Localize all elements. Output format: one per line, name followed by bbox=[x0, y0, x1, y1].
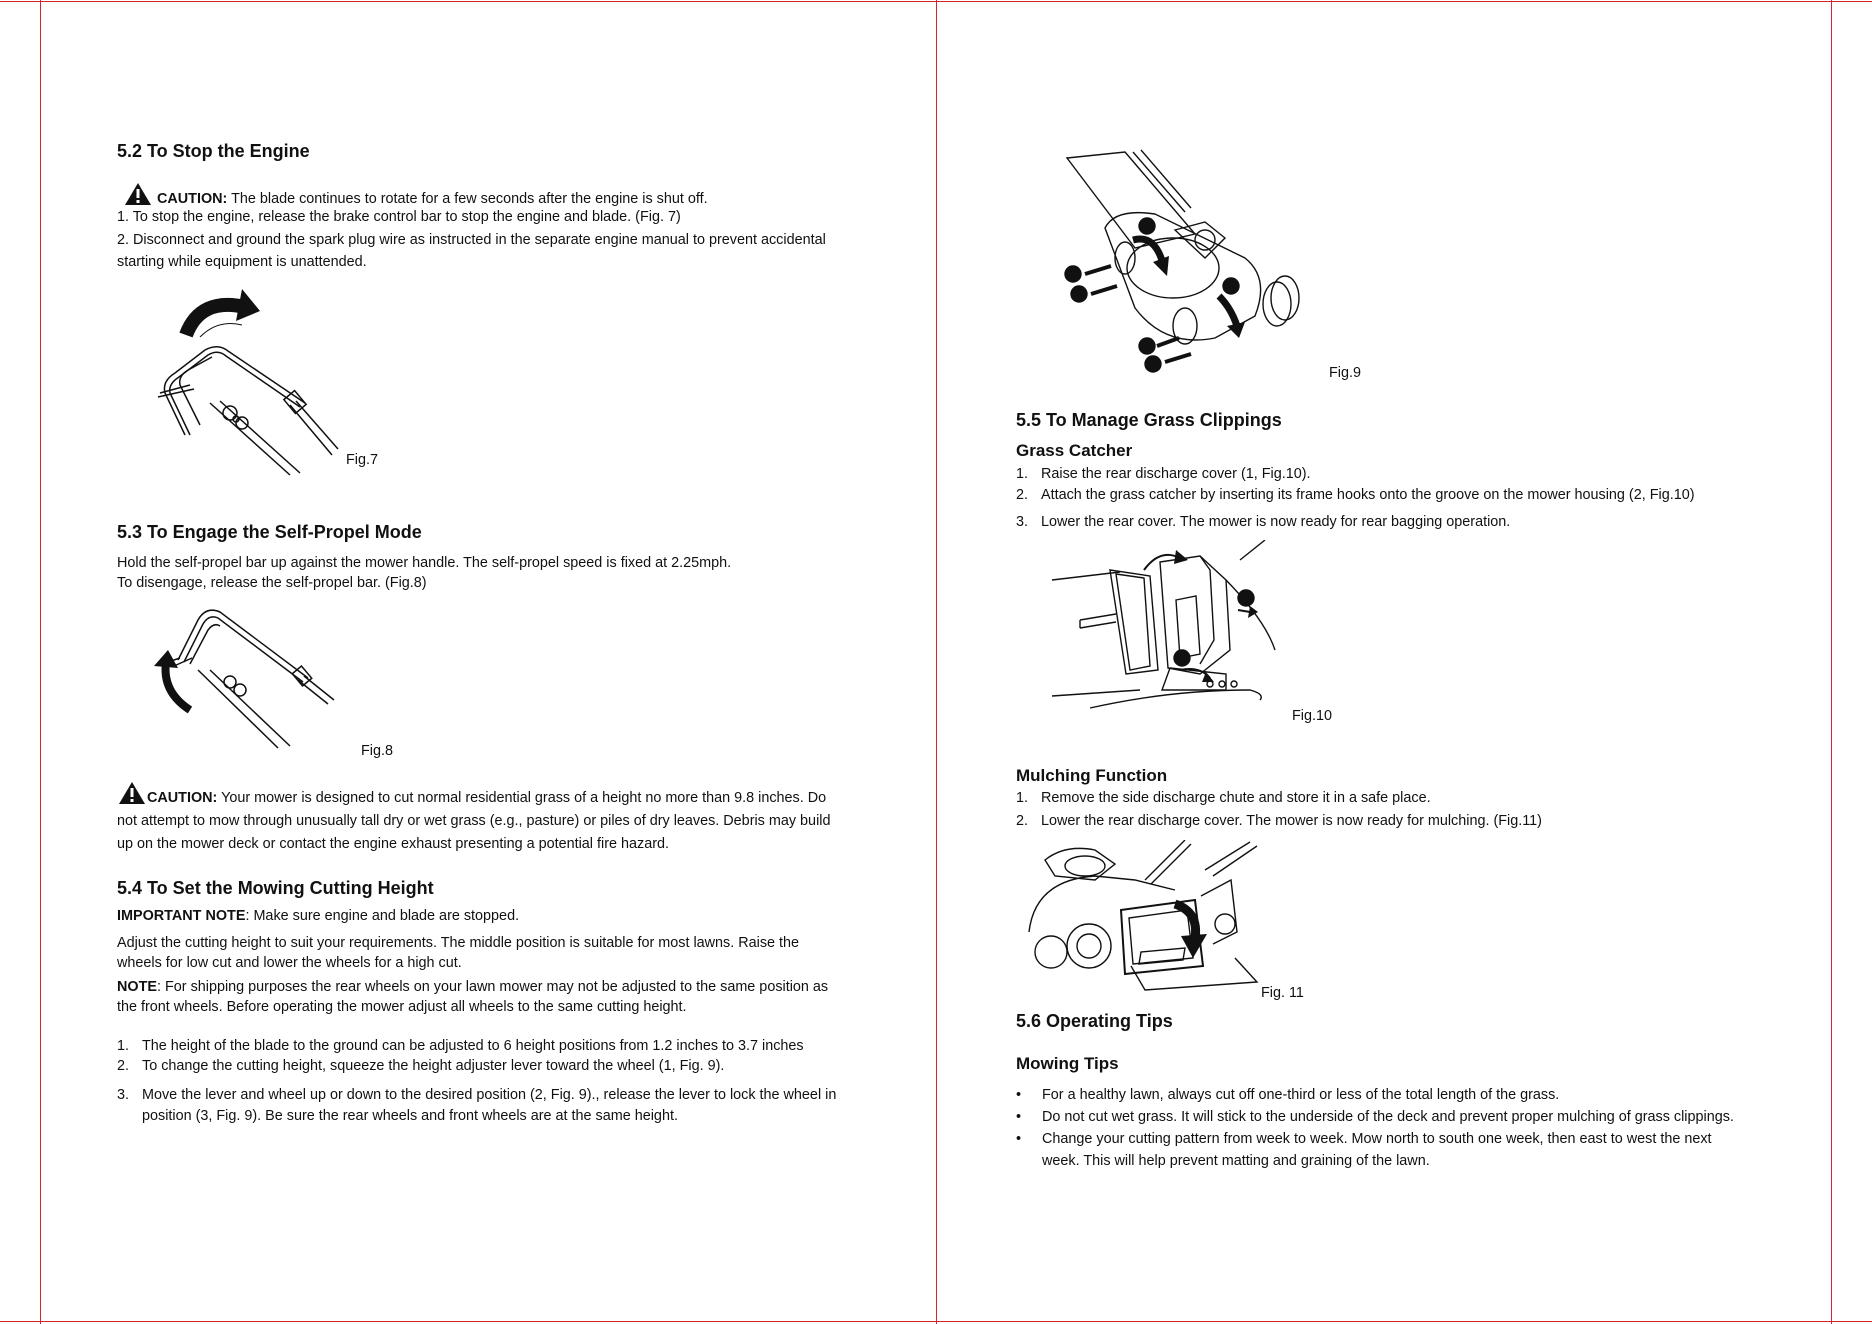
self-propel-text-1: Hold the self-propel bar up against the mower handle. The self-propel speed is fixed at 2.25mph. bbox=[117, 555, 732, 571]
page-divider bbox=[936, 0, 937, 1324]
figure-10-caption: Fig.10 bbox=[1292, 708, 1332, 724]
mowing-tips-heading: Mowing Tips bbox=[1016, 1054, 1119, 1073]
list-item-continuation: position (3, Fig. 9). Be sure the rear wheels and front wheels are at the same height. bbox=[142, 1108, 678, 1124]
tip-item bbox=[1016, 1107, 1734, 1127]
list-item bbox=[1016, 512, 1510, 532]
mulching-heading: Mulching Function bbox=[1016, 766, 1168, 785]
figure-11-mulching bbox=[1025, 840, 1265, 995]
list-text: The height of the blade to the ground can be adjusted to 6 height positions from 1.2 inches to 3.7 inches bbox=[142, 1038, 804, 1054]
tip-text: Do not cut wet grass. It will stick to the underside of the deck and prevent proper mulching of grass clippings. bbox=[1042, 1109, 1734, 1125]
right-page-border bbox=[1831, 0, 1832, 1324]
list-number: 1. bbox=[1016, 790, 1029, 806]
list-item bbox=[1016, 811, 1542, 831]
important-label: IMPORTANT NOTE bbox=[117, 908, 246, 924]
bullet: • bbox=[1016, 1109, 1022, 1125]
list-item bbox=[1016, 485, 1695, 505]
figure-9-caption: Fig.9 bbox=[1329, 365, 1361, 381]
figure-7-caption: Fig.7 bbox=[346, 452, 378, 468]
list-text: To change the cutting height, squeeze the height adjuster lever toward the wheel (1, Fig. 9). bbox=[142, 1058, 725, 1074]
list-text: Raise the rear discharge cover (1, Fig.10). bbox=[1041, 466, 1311, 482]
tip-item bbox=[1016, 1129, 1712, 1149]
list-text: Remove the side discharge chute and store it in a safe place. bbox=[1041, 790, 1431, 806]
figure-11-caption: Fig. 11 bbox=[1261, 985, 1304, 1001]
tip-text: Change your cutting pattern from week to week. Mow north to south one week, then east to west the next bbox=[1042, 1131, 1712, 1147]
list-item bbox=[117, 1056, 724, 1076]
section-5-2-heading: 5.2 To Stop the Engine bbox=[117, 141, 310, 161]
shipping-note-2: the front wheels. Before operating the mower adjust all wheels to the same cutting height. bbox=[117, 999, 687, 1015]
caution-2-line-2: not attempt to mow through unusually tall dry or wet grass (e.g., pasture) or piles of dry leaves. Debris may build bbox=[117, 813, 831, 829]
stop-step-2-cont: starting while equipment is unattended. bbox=[117, 254, 367, 270]
figure-9-height-adjust bbox=[1055, 148, 1305, 376]
section-5-3-heading: 5.3 To Engage the Self-Propel Mode bbox=[117, 522, 422, 542]
tip-item-continuation: week. This will help prevent matting and graining of the lawn. bbox=[1042, 1153, 1430, 1169]
list-item bbox=[1016, 788, 1431, 808]
grass-catcher-heading: Grass Catcher bbox=[1016, 441, 1133, 460]
note-text: : For shipping purposes the rear wheels on your lawn mower may not be adjusted to the same position as bbox=[156, 979, 829, 995]
list-number: 1. bbox=[1016, 466, 1029, 482]
list-text: Lower the rear cover. The mower is now ready for rear bagging operation. bbox=[1041, 514, 1511, 530]
important-text: : Make sure engine and blade are stopped. bbox=[245, 908, 520, 924]
section-5-4-heading: 5.4 To Set the Mowing Cutting Height bbox=[117, 878, 434, 898]
caution-2 bbox=[118, 781, 826, 811]
stop-step-1: 1. To stop the engine, release the brake control bar to stop the engine and blade. (Fig. 7) bbox=[117, 209, 681, 225]
self-propel-text-2: To disengage, release the self-propel bar. (Fig.8) bbox=[117, 575, 427, 591]
list-text: Lower the rear discharge cover. The mower is now ready for mulching. (Fig.11) bbox=[1041, 813, 1542, 829]
list-number: 1. bbox=[117, 1038, 130, 1054]
caution-text: The blade continues to rotate for a few seconds after the engine is shut off. bbox=[227, 191, 708, 207]
caution-label: CAUTION: bbox=[157, 191, 228, 207]
height-para-1: Adjust the cutting height to suit your requirements. The middle position is suitable for most lawns. Raise the bbox=[117, 935, 800, 951]
bullet: • bbox=[1016, 1131, 1022, 1147]
figure-8-caption: Fig.8 bbox=[361, 743, 393, 759]
left-page-border bbox=[40, 0, 41, 1324]
list-number: 2. bbox=[117, 1058, 130, 1074]
list-number: 2. bbox=[1016, 487, 1029, 503]
list-number: 2. bbox=[1016, 813, 1029, 829]
bullet: • bbox=[1016, 1087, 1022, 1103]
list-number: 3. bbox=[117, 1087, 130, 1103]
important-note bbox=[117, 906, 519, 926]
list-number: 3. bbox=[1016, 514, 1029, 530]
list-item bbox=[117, 1085, 836, 1105]
note-label: NOTE bbox=[117, 979, 157, 995]
warning-icon bbox=[118, 781, 146, 811]
section-5-6-heading: 5.6 Operating Tips bbox=[1016, 1011, 1173, 1031]
figure-8-self-propel-bar bbox=[148, 600, 338, 750]
stop-step-2: 2. Disconnect and ground the spark plug wire as instructed in the separate engine manual to prevent accidental bbox=[117, 232, 826, 248]
list-text: Attach the grass catcher by inserting its frame hooks onto the groove on the mower housing (2, Fig.10) bbox=[1041, 487, 1695, 503]
bottom-border bbox=[0, 1321, 1872, 1322]
figure-7-handle-brake bbox=[150, 285, 340, 480]
caution-2-line-3: up on the mower deck or contact the engine exhaust presenting a potential fire hazard. bbox=[117, 836, 669, 852]
caution-label: CAUTION: bbox=[147, 790, 218, 806]
list-item bbox=[117, 1036, 804, 1056]
figure-10-grass-catcher bbox=[1050, 540, 1280, 715]
list-item bbox=[1016, 464, 1311, 484]
tip-text: For a healthy lawn, always cut off one-third or less of the total length of the grass. bbox=[1042, 1087, 1560, 1103]
shipping-note bbox=[117, 977, 828, 997]
top-border bbox=[0, 1, 1872, 2]
caution-text: Your mower is designed to cut normal residential grass of a height no more than 9.8 inches. Do bbox=[217, 790, 827, 806]
height-para-2: wheels for low cut and lower the wheels for a high cut. bbox=[117, 955, 462, 971]
list-text: Move the lever and wheel up or down to the desired position (2, Fig. 9)., release the lever to lock the wheel in bbox=[142, 1087, 837, 1103]
tip-item bbox=[1016, 1085, 1559, 1105]
section-5-5-heading: 5.5 To Manage Grass Clippings bbox=[1016, 410, 1282, 430]
